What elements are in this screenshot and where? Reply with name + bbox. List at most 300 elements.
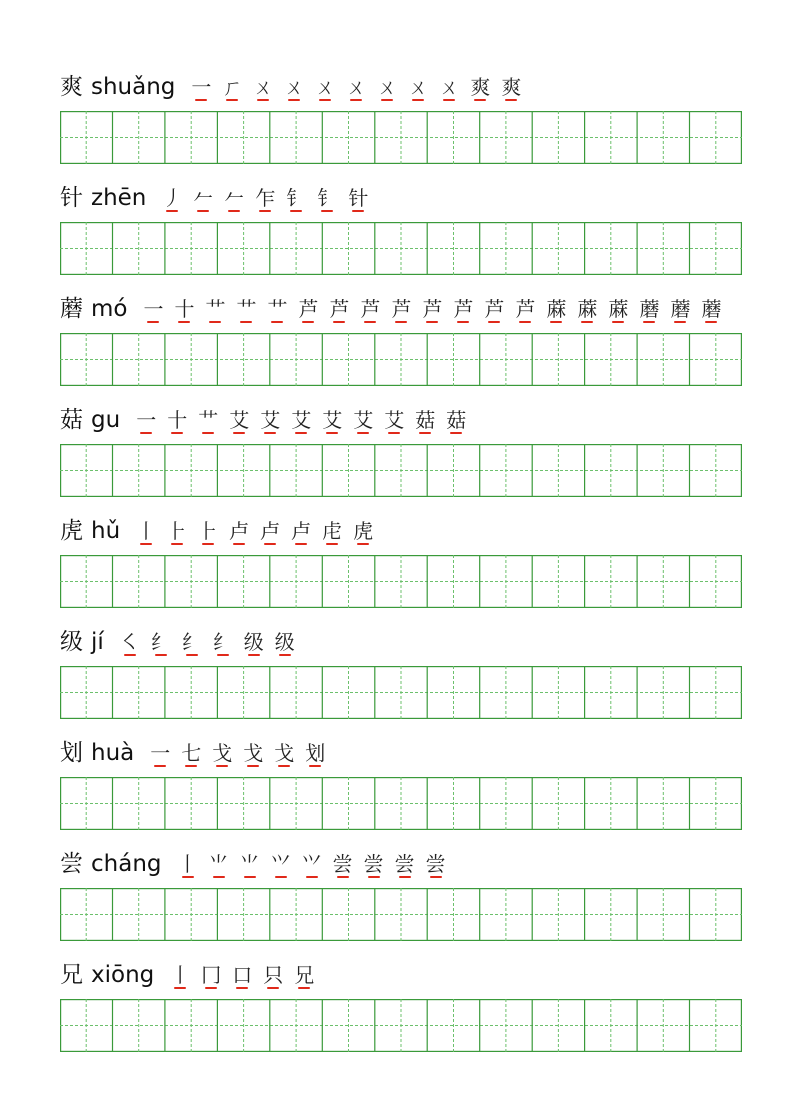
character-heading xyxy=(60,625,306,659)
grid-lines xyxy=(60,888,742,941)
stroke-step xyxy=(209,854,229,874)
stroke-glyph: 丿 xyxy=(162,186,183,210)
new-stroke-highlight xyxy=(426,321,438,323)
stroke-glyph: ⺍ xyxy=(270,852,291,876)
new-stroke-highlight xyxy=(295,543,307,545)
stroke-order-sequence xyxy=(136,521,384,541)
stroke-glyph: 一 xyxy=(150,741,171,765)
new-stroke-highlight xyxy=(236,987,248,989)
new-stroke-highlight xyxy=(124,654,136,656)
stroke-glyph: ⺍ xyxy=(301,852,322,876)
stroke-step xyxy=(333,854,353,874)
stroke-glyph: 芦 xyxy=(453,297,474,321)
new-stroke-highlight xyxy=(399,876,411,878)
character-heading xyxy=(60,70,532,104)
stroke-step xyxy=(263,965,283,985)
hanzi-character: 菇 xyxy=(60,406,83,433)
new-stroke-highlight xyxy=(155,654,167,656)
new-stroke-highlight xyxy=(412,99,424,101)
pinyin-label: mó xyxy=(91,295,128,322)
stroke-glyph: 乍 xyxy=(255,186,276,210)
writing-grid[interactable] xyxy=(60,888,742,941)
writing-grid[interactable] xyxy=(60,666,742,719)
stroke-glyph: 丨 xyxy=(170,963,191,987)
stroke-step xyxy=(291,410,311,430)
new-stroke-highlight xyxy=(505,99,517,101)
pinyin-label: shuǎng xyxy=(91,73,176,100)
stroke-step xyxy=(639,299,659,319)
stroke-glyph: 钅 xyxy=(317,186,338,210)
new-stroke-highlight xyxy=(357,432,369,434)
stroke-glyph: 蔴 xyxy=(546,297,567,321)
stroke-step xyxy=(353,410,373,430)
stroke-step xyxy=(305,743,325,763)
stroke-glyph: 艹 xyxy=(267,297,288,321)
stroke-step xyxy=(426,854,446,874)
pinyin-label: jí xyxy=(91,628,104,655)
stroke-step xyxy=(484,299,504,319)
new-stroke-highlight xyxy=(248,654,260,656)
stroke-glyph: 艾 xyxy=(322,408,343,432)
new-stroke-highlight xyxy=(174,987,186,989)
new-stroke-highlight xyxy=(290,210,302,212)
stroke-step xyxy=(422,299,442,319)
new-stroke-highlight xyxy=(209,321,221,323)
new-stroke-highlight xyxy=(443,99,455,101)
new-stroke-highlight xyxy=(364,321,376,323)
new-stroke-highlight xyxy=(240,321,252,323)
stroke-step xyxy=(515,299,535,319)
stroke-glyph: 蘑 xyxy=(639,297,660,321)
stroke-glyph: 芦 xyxy=(329,297,350,321)
stroke-step xyxy=(151,632,171,652)
stroke-step xyxy=(284,77,304,97)
stroke-glyph: 卢 xyxy=(260,519,281,543)
stroke-glyph: 一 xyxy=(191,75,212,99)
character-heading xyxy=(60,847,457,881)
stroke-glyph: ⺊ xyxy=(167,519,188,543)
hanzi-character: 尝 xyxy=(60,850,83,877)
stroke-step xyxy=(229,410,249,430)
stroke-step xyxy=(198,521,218,541)
stroke-step xyxy=(322,410,342,430)
stroke-glyph: 兄 xyxy=(294,963,315,987)
new-stroke-highlight xyxy=(368,876,380,878)
stroke-step xyxy=(181,743,201,763)
stroke-step xyxy=(198,410,218,430)
new-stroke-highlight xyxy=(395,321,407,323)
new-stroke-highlight xyxy=(419,432,431,434)
stroke-step xyxy=(384,410,404,430)
stroke-glyph: 虎 xyxy=(353,519,374,543)
stroke-glyph: 芦 xyxy=(515,297,536,321)
grid-lines xyxy=(60,555,742,608)
stroke-step xyxy=(260,521,280,541)
new-stroke-highlight xyxy=(244,876,256,878)
character-heading xyxy=(60,514,384,548)
stroke-order-sequence xyxy=(170,965,325,985)
stroke-step xyxy=(353,521,373,541)
new-stroke-highlight xyxy=(326,432,338,434)
new-stroke-highlight xyxy=(182,876,194,878)
stroke-glyph: 只 xyxy=(263,963,284,987)
stroke-glyph: 艾 xyxy=(384,408,405,432)
stroke-step xyxy=(275,632,295,652)
stroke-glyph: ㄨ xyxy=(439,75,460,99)
grid-lines xyxy=(60,333,742,386)
stroke-glyph: 十 xyxy=(174,297,195,321)
stroke-glyph: ㄨ xyxy=(346,75,367,99)
grid-lines xyxy=(60,222,742,275)
new-stroke-highlight xyxy=(612,321,624,323)
new-stroke-highlight xyxy=(205,987,217,989)
stroke-glyph: 芦 xyxy=(422,297,443,321)
stroke-step xyxy=(267,299,287,319)
grid-lines xyxy=(60,999,742,1052)
stroke-step xyxy=(286,188,306,208)
stroke-glyph: ⺌ xyxy=(208,852,229,876)
stroke-glyph: 𠂉 xyxy=(224,186,245,210)
stroke-glyph: 艾 xyxy=(229,408,250,432)
new-stroke-highlight xyxy=(216,765,228,767)
pinyin-label: cháng xyxy=(91,850,162,877)
stroke-step xyxy=(167,410,187,430)
stroke-step xyxy=(178,854,198,874)
new-stroke-highlight xyxy=(488,321,500,323)
stroke-glyph: 级 xyxy=(243,630,264,654)
hanzi-character: 虎 xyxy=(60,517,83,544)
stroke-step xyxy=(193,188,213,208)
stroke-step xyxy=(253,77,273,97)
new-stroke-highlight xyxy=(298,987,310,989)
stroke-glyph: 芦 xyxy=(484,297,505,321)
hanzi-character: 爽 xyxy=(60,73,83,100)
new-stroke-highlight xyxy=(333,321,345,323)
stroke-glyph: 冂 xyxy=(201,963,222,987)
new-stroke-highlight xyxy=(519,321,531,323)
stroke-step xyxy=(317,188,337,208)
stroke-order-sequence xyxy=(178,854,457,874)
new-stroke-highlight xyxy=(350,99,362,101)
new-stroke-highlight xyxy=(278,765,290,767)
stroke-glyph: 戈 xyxy=(212,741,233,765)
new-stroke-highlight xyxy=(357,543,369,545)
stroke-glyph: 尝 xyxy=(425,852,446,876)
new-stroke-highlight xyxy=(185,765,197,767)
new-stroke-highlight xyxy=(257,99,269,101)
new-stroke-highlight xyxy=(306,876,318,878)
new-stroke-highlight xyxy=(326,543,338,545)
stroke-glyph: ㄨ xyxy=(284,75,305,99)
stroke-glyph: 一 xyxy=(136,408,157,432)
writing-grid[interactable] xyxy=(60,999,742,1052)
new-stroke-highlight xyxy=(217,654,229,656)
stroke-step xyxy=(315,77,335,97)
stroke-glyph: 艹 xyxy=(198,408,219,432)
new-stroke-highlight xyxy=(295,432,307,434)
stroke-glyph: 丨 xyxy=(177,852,198,876)
new-stroke-highlight xyxy=(259,210,271,212)
new-stroke-highlight xyxy=(430,876,442,878)
writing-grid[interactable] xyxy=(60,777,742,830)
stroke-step xyxy=(701,299,721,319)
grid-lines xyxy=(60,444,742,497)
new-stroke-highlight xyxy=(140,543,152,545)
stroke-glyph: ㄏ xyxy=(222,75,243,99)
new-stroke-highlight xyxy=(309,765,321,767)
stroke-step xyxy=(201,965,221,985)
stroke-glyph: 𠂉 xyxy=(193,186,214,210)
stroke-glyph: 纟 xyxy=(150,630,171,654)
new-stroke-highlight xyxy=(147,321,159,323)
stroke-glyph: 菇 xyxy=(415,408,436,432)
new-stroke-highlight xyxy=(154,765,166,767)
stroke-glyph: 蔴 xyxy=(577,297,598,321)
stroke-glyph: ㄨ xyxy=(253,75,274,99)
stroke-step xyxy=(546,299,566,319)
stroke-step xyxy=(329,299,349,319)
stroke-glyph: ㄨ xyxy=(377,75,398,99)
new-stroke-highlight xyxy=(581,321,593,323)
stroke-step xyxy=(213,632,233,652)
stroke-glyph: 一 xyxy=(143,297,164,321)
stroke-step xyxy=(271,854,291,874)
stroke-step xyxy=(446,410,466,430)
new-stroke-highlight xyxy=(271,321,283,323)
new-stroke-highlight xyxy=(279,654,291,656)
stroke-glyph: 艹 xyxy=(236,297,257,321)
pinyin-label: zhēn xyxy=(91,184,147,211)
stroke-step xyxy=(501,77,521,97)
stroke-step xyxy=(415,410,435,430)
new-stroke-highlight xyxy=(643,321,655,323)
new-stroke-highlight xyxy=(186,654,198,656)
stroke-glyph: 卢 xyxy=(291,519,312,543)
stroke-glyph: 级 xyxy=(274,630,295,654)
new-stroke-highlight xyxy=(674,321,686,323)
writing-grid[interactable] xyxy=(60,444,742,497)
new-stroke-highlight xyxy=(171,432,183,434)
stroke-order-sequence xyxy=(120,632,306,652)
stroke-step xyxy=(244,632,264,652)
new-stroke-highlight xyxy=(213,876,225,878)
new-stroke-highlight xyxy=(457,321,469,323)
new-stroke-highlight xyxy=(228,210,240,212)
stroke-glyph: 蘑 xyxy=(701,297,722,321)
stroke-step xyxy=(174,299,194,319)
pinyin-label: gu xyxy=(91,406,121,433)
stroke-step xyxy=(182,632,202,652)
stroke-order-sequence xyxy=(162,188,379,208)
stroke-step xyxy=(408,77,428,97)
new-stroke-highlight xyxy=(264,543,276,545)
stroke-step xyxy=(360,299,380,319)
stroke-step xyxy=(453,299,473,319)
new-stroke-highlight xyxy=(226,99,238,101)
stroke-glyph: 纟 xyxy=(181,630,202,654)
new-stroke-highlight xyxy=(288,99,300,101)
new-stroke-highlight xyxy=(705,321,717,323)
stroke-glyph: ⺊ xyxy=(198,519,219,543)
stroke-step xyxy=(298,299,318,319)
stroke-glyph: 芦 xyxy=(391,297,412,321)
new-stroke-highlight xyxy=(195,99,207,101)
new-stroke-highlight xyxy=(178,321,190,323)
stroke-step xyxy=(222,77,242,97)
stroke-glyph: 尝 xyxy=(332,852,353,876)
new-stroke-highlight xyxy=(202,432,214,434)
grid-lines xyxy=(60,111,742,164)
stroke-glyph: 丨 xyxy=(136,519,157,543)
new-stroke-highlight xyxy=(247,765,259,767)
new-stroke-highlight xyxy=(166,210,178,212)
stroke-step xyxy=(162,188,182,208)
new-stroke-highlight xyxy=(388,432,400,434)
character-heading xyxy=(60,181,379,215)
stroke-step xyxy=(120,632,140,652)
hanzi-character: 兄 xyxy=(60,961,83,988)
new-stroke-highlight xyxy=(474,99,486,101)
stroke-glyph: 纟 xyxy=(212,630,233,654)
stroke-glyph: 菇 xyxy=(446,408,467,432)
hanzi-character: 划 xyxy=(60,739,83,766)
stroke-glyph: 艾 xyxy=(260,408,281,432)
stroke-glyph: 蔴 xyxy=(608,297,629,321)
stroke-glyph: 尝 xyxy=(363,852,384,876)
stroke-step xyxy=(391,299,411,319)
stroke-step xyxy=(243,743,263,763)
stroke-order-sequence xyxy=(143,299,732,319)
stroke-glyph: 卢 xyxy=(229,519,250,543)
writing-grid[interactable] xyxy=(60,333,742,386)
new-stroke-highlight xyxy=(233,543,245,545)
pinyin-label: hǔ xyxy=(91,517,121,544)
stroke-step xyxy=(170,965,190,985)
new-stroke-highlight xyxy=(267,987,279,989)
stroke-glyph: 钅 xyxy=(286,186,307,210)
stroke-glyph: ⺌ xyxy=(239,852,260,876)
stroke-order-sequence xyxy=(150,743,336,763)
new-stroke-highlight xyxy=(171,543,183,545)
new-stroke-highlight xyxy=(450,432,462,434)
stroke-glyph: 爽 xyxy=(501,75,522,99)
stroke-glyph: 虍 xyxy=(322,519,343,543)
stroke-glyph: 芦 xyxy=(298,297,319,321)
stroke-step xyxy=(167,521,187,541)
new-stroke-highlight xyxy=(140,432,152,434)
grid-lines xyxy=(60,666,742,719)
stroke-glyph: 尝 xyxy=(394,852,415,876)
new-stroke-highlight xyxy=(302,321,314,323)
stroke-order-sequence xyxy=(191,77,532,97)
stroke-glyph: 针 xyxy=(348,186,369,210)
stroke-glyph: 芦 xyxy=(360,297,381,321)
stroke-step xyxy=(212,743,232,763)
stroke-step xyxy=(322,521,342,541)
stroke-step xyxy=(302,854,322,874)
writing-grid[interactable] xyxy=(60,111,742,164)
stroke-order-sequence xyxy=(136,410,477,430)
new-stroke-highlight xyxy=(202,543,214,545)
stroke-step xyxy=(205,299,225,319)
stroke-step xyxy=(364,854,384,874)
character-heading xyxy=(60,403,477,437)
stroke-glyph: 蘑 xyxy=(670,297,691,321)
stroke-step xyxy=(136,410,156,430)
character-heading xyxy=(60,958,325,992)
stroke-glyph: ㄨ xyxy=(315,75,336,99)
stroke-glyph: 戈 xyxy=(243,741,264,765)
writing-grid[interactable] xyxy=(60,555,742,608)
hanzi-character: 蘑 xyxy=(60,295,83,322)
stroke-step xyxy=(395,854,415,874)
stroke-glyph: 七 xyxy=(181,741,202,765)
new-stroke-highlight xyxy=(275,876,287,878)
stroke-step xyxy=(291,521,311,541)
stroke-step xyxy=(255,188,275,208)
stroke-step xyxy=(143,299,163,319)
stroke-step xyxy=(240,854,260,874)
stroke-step xyxy=(670,299,690,319)
stroke-step xyxy=(608,299,628,319)
new-stroke-highlight xyxy=(381,99,393,101)
stroke-step xyxy=(294,965,314,985)
stroke-step xyxy=(470,77,490,97)
new-stroke-highlight xyxy=(264,432,276,434)
character-heading xyxy=(60,736,336,770)
stroke-step xyxy=(191,77,211,97)
pinyin-label: huà xyxy=(91,739,135,766)
stroke-step xyxy=(224,188,244,208)
stroke-glyph: 十 xyxy=(167,408,188,432)
writing-grid[interactable] xyxy=(60,222,742,275)
stroke-glyph: 艾 xyxy=(353,408,374,432)
stroke-glyph: 艹 xyxy=(205,297,226,321)
new-stroke-highlight xyxy=(550,321,562,323)
stroke-glyph: 爽 xyxy=(470,75,491,99)
stroke-glyph: ㄨ xyxy=(408,75,429,99)
new-stroke-highlight xyxy=(319,99,331,101)
stroke-step xyxy=(274,743,294,763)
new-stroke-highlight xyxy=(233,432,245,434)
stroke-step xyxy=(346,77,366,97)
character-heading xyxy=(60,292,732,326)
hanzi-character: 针 xyxy=(60,184,83,211)
stroke-step xyxy=(232,965,252,985)
new-stroke-highlight xyxy=(337,876,349,878)
hanzi-character: 级 xyxy=(60,628,83,655)
stroke-glyph: 戈 xyxy=(274,741,295,765)
stroke-step xyxy=(150,743,170,763)
stroke-glyph: 划 xyxy=(305,741,326,765)
stroke-step xyxy=(377,77,397,97)
new-stroke-highlight xyxy=(197,210,209,212)
new-stroke-highlight xyxy=(321,210,333,212)
stroke-step xyxy=(236,299,256,319)
stroke-glyph: ㇛ xyxy=(119,630,140,654)
stroke-step xyxy=(260,410,280,430)
stroke-glyph: 口 xyxy=(232,963,253,987)
grid-lines xyxy=(60,777,742,830)
stroke-step xyxy=(348,188,368,208)
stroke-glyph: 艾 xyxy=(291,408,312,432)
new-stroke-highlight xyxy=(352,210,364,212)
pinyin-label: xiōng xyxy=(91,961,155,988)
stroke-step xyxy=(577,299,597,319)
stroke-step xyxy=(136,521,156,541)
stroke-step xyxy=(229,521,249,541)
stroke-step xyxy=(439,77,459,97)
